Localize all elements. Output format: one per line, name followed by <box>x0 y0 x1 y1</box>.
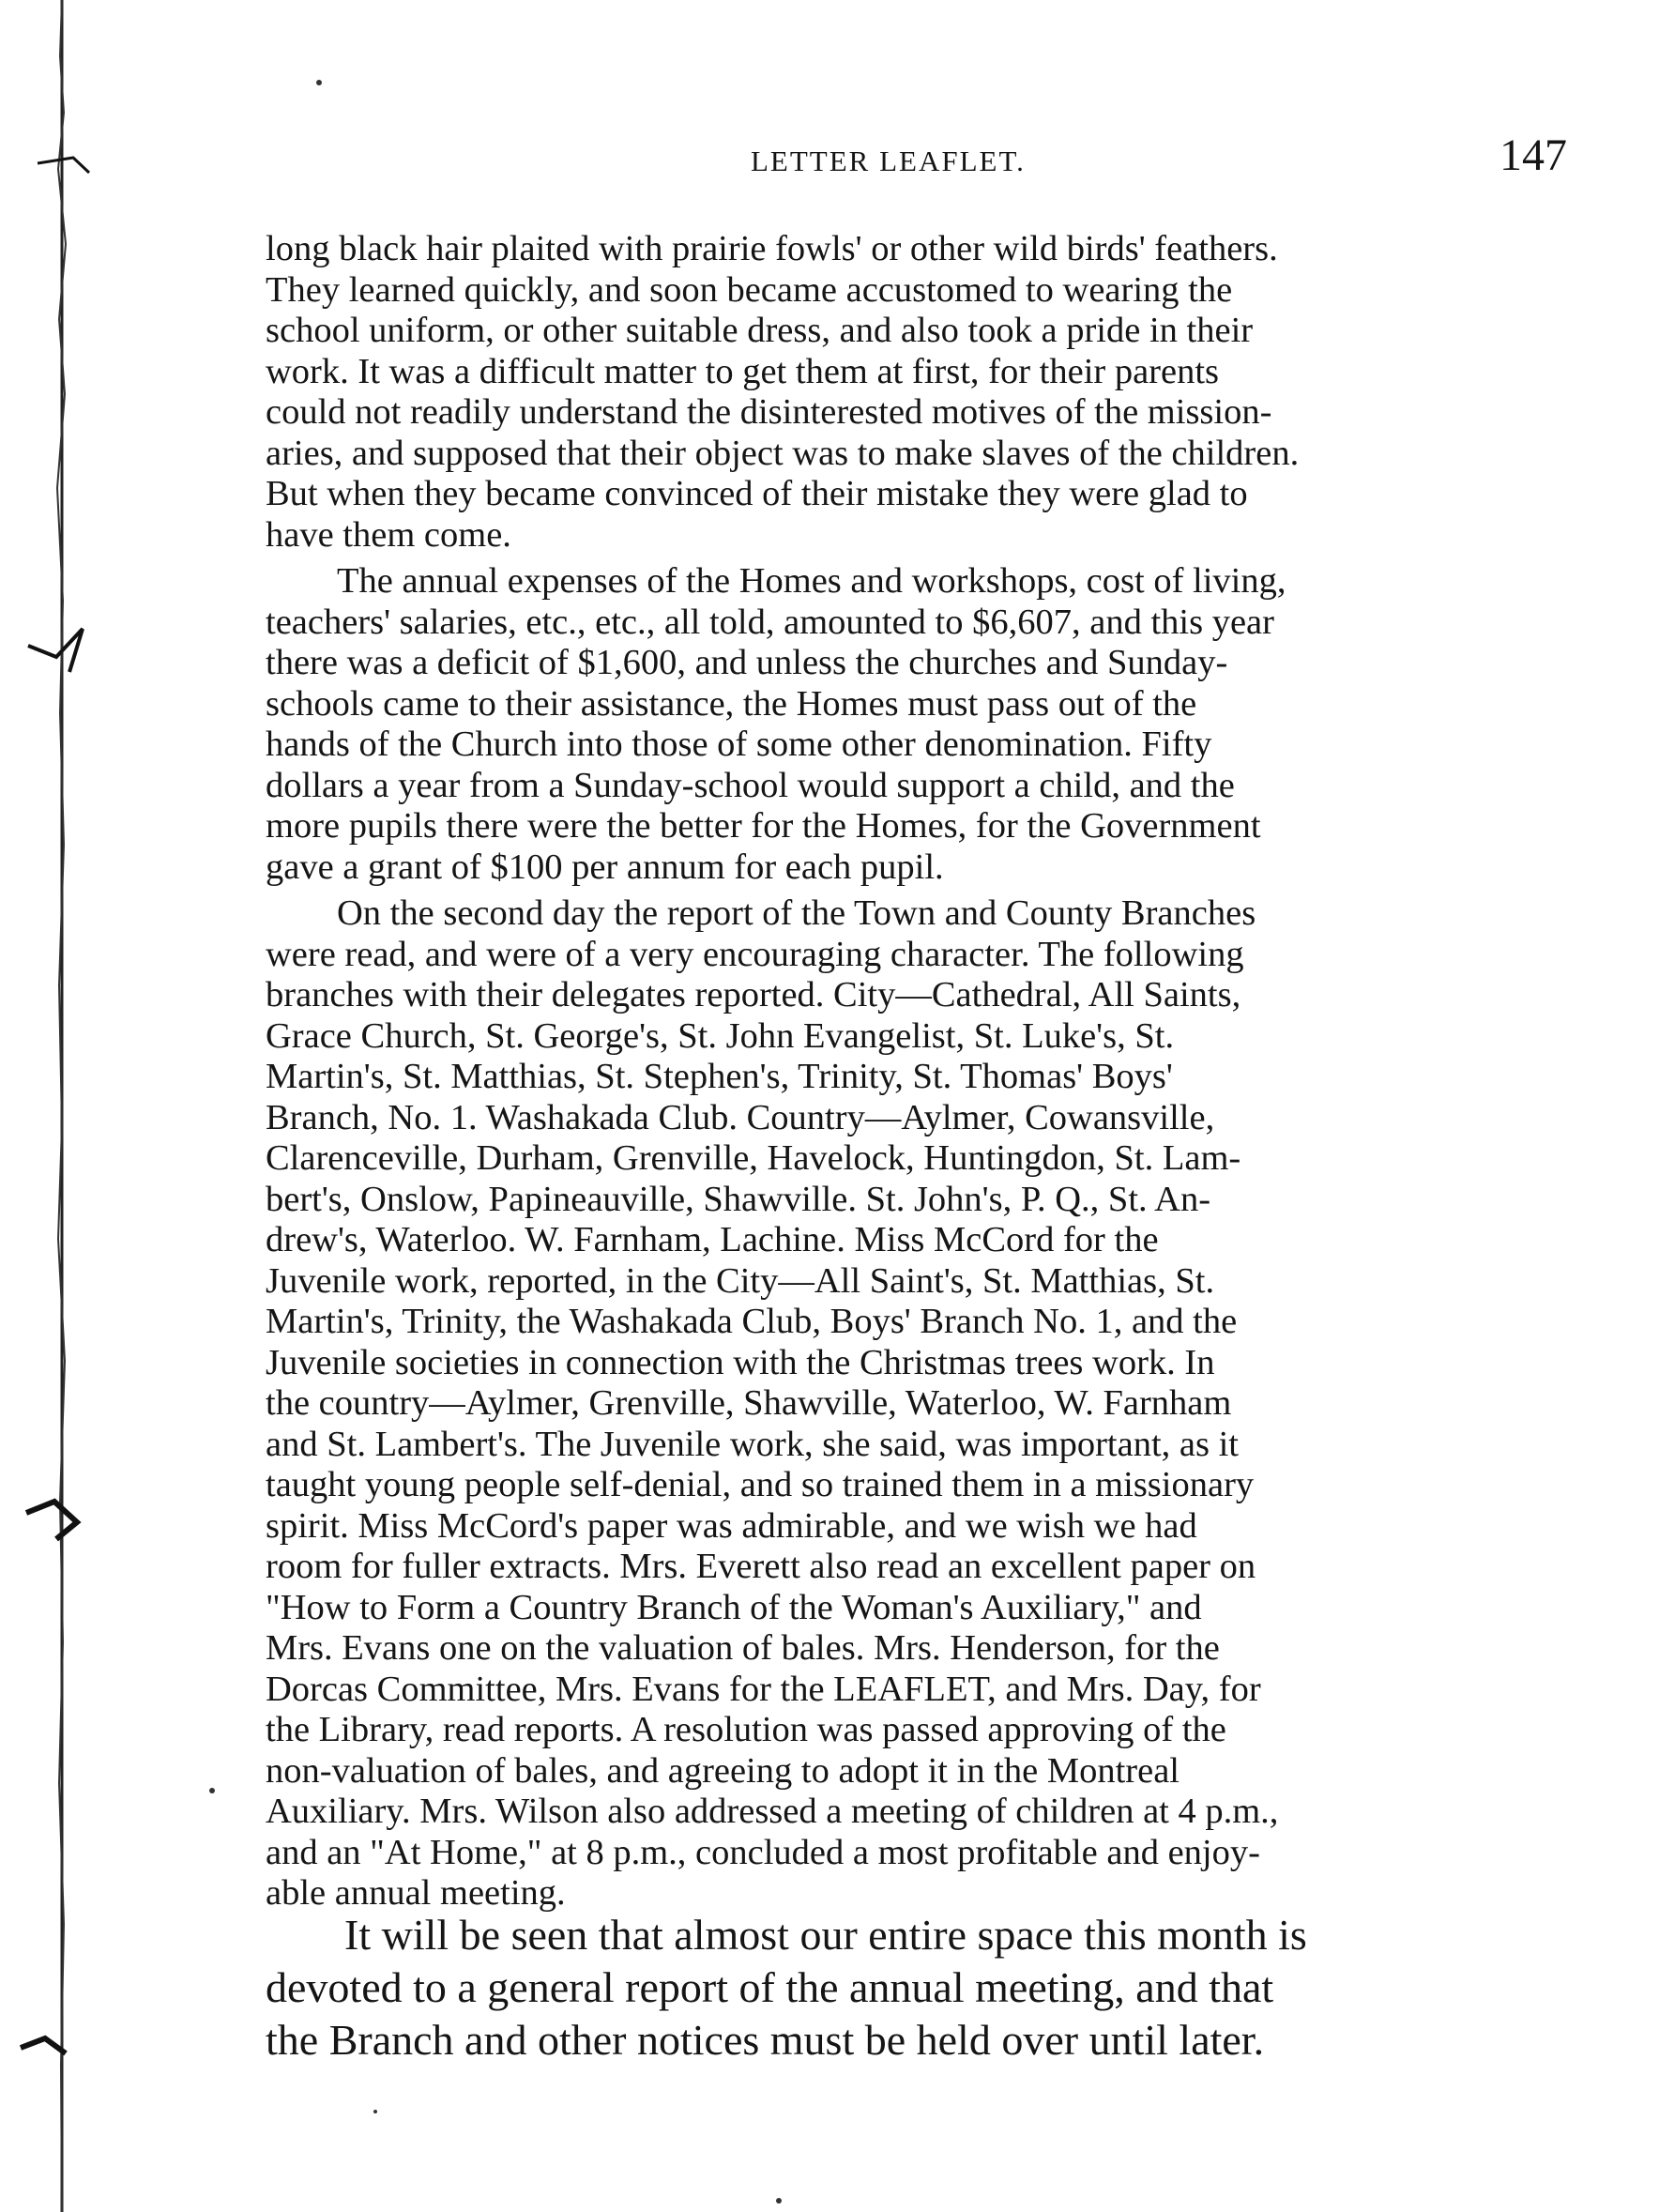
running-title: LETTER LEAFLET. <box>751 145 1026 177</box>
edge-mark-lower <box>26 1502 77 1539</box>
edge-mark-top <box>38 158 89 173</box>
speck <box>373 2110 377 2113</box>
binding-edge-jitter <box>57 0 66 2212</box>
speck <box>776 2198 782 2204</box>
page-header <box>263 130 1576 186</box>
closing-note: It will be seen that almost our entire space this month is devoted to a general report of the annual meeting, and that the Branch and other notices must be held over until later. <box>266 1911 1307 2064</box>
paragraph-2: The annual expenses of the Homes and workshops, cost of living, teachers' salaries, etc., etc., all told, amounted to $6,607, and this year there was a deficit of $1,600, and unless the churches and Sunday- schools came to their assistance, the Homes must pass out of the hands of the Church into those of some other denomination. Fifty dollars a year from a Sunday-school would support a child, and the more pupils there were the better for the Homes, for the Government gave a grant of $100 per annum for each pupil. <box>266 561 1286 887</box>
edge-mark-middle <box>28 629 83 672</box>
paragraph-3: On the second day the report of the Town and County Branches were read, and were of a very encouraging character. The following branches with their delegates reported. City—Cathedral, All Saints, Grace Church, St. George's, St. John Evangelist, St. Luke's, St. Martin's, St. Matthias, St. Stephen's, Trinity, St. Thomas' Boys' Branch, No. 1. Washakada Club. Country—Aylmer, Cowansville, Clarenceville, Durham, Grenville, Havelock, Huntingdon, St. Lam- bert's, Onslow, Papineauville, Shawville. St. John's, P. Q., St. An- drew's, Waterloo. W. Farnham, Lachine. Miss McCord for the Juvenile work, reported, in the City—All Saint's, St. Matthias, St. Martin's, Trinity, the Washakada Club, Boys' Branch No. 1, and the Juvenile societies in connection with the Christmas trees work. In the country—Aylmer, Grenville, Shawville, Waterloo, W. Farnham and St. Lambert's. The Juvenile work, she said, was important, as it taught young people self-denial, and so trained them in a missionary spirit. Miss McCord's paper was admirable, and we wish we had room for fuller extracts. Mrs. Everett also read an excellent paper on "How to Form a Country Branch of the Woman's Auxiliary," and Mrs. Evans one on the valuation of bales. Mrs. Henderson, for the Dorcas Committee, Mrs. Evans for the LEAFLET, and Mrs. Day, for the Library, read reports. A resolution was passed approving of the non-valuation of bales, and agreeing to adopt it in the Montreal Auxiliary. Mrs. Wilson also addressed a meeting of children at 4 p.m., and an "At Home," at 8 p.m., concluded a most profitable and enjoy- able annual meeting. <box>266 893 1279 1913</box>
edge-mark-bottom <box>21 2038 66 2053</box>
paragraph-1: long black hair plaited with prairie fowls' or other wild birds' feathers. They learned quickly, and soon became accustomed to wearing the school uniform, or other suitable dress, and also took a pride in their work. It was a difficult matter to get them at first, for their parents could not readily understand the disinterested motives of the mission- aries, and supposed that their object was to make slaves of the children. But when they became convinced of their mistake they were glad to have them come. <box>266 229 1300 555</box>
page-number: 147 <box>1499 130 1567 180</box>
speck <box>209 1788 215 1793</box>
speck <box>316 80 322 85</box>
article-body <box>266 229 1565 1920</box>
